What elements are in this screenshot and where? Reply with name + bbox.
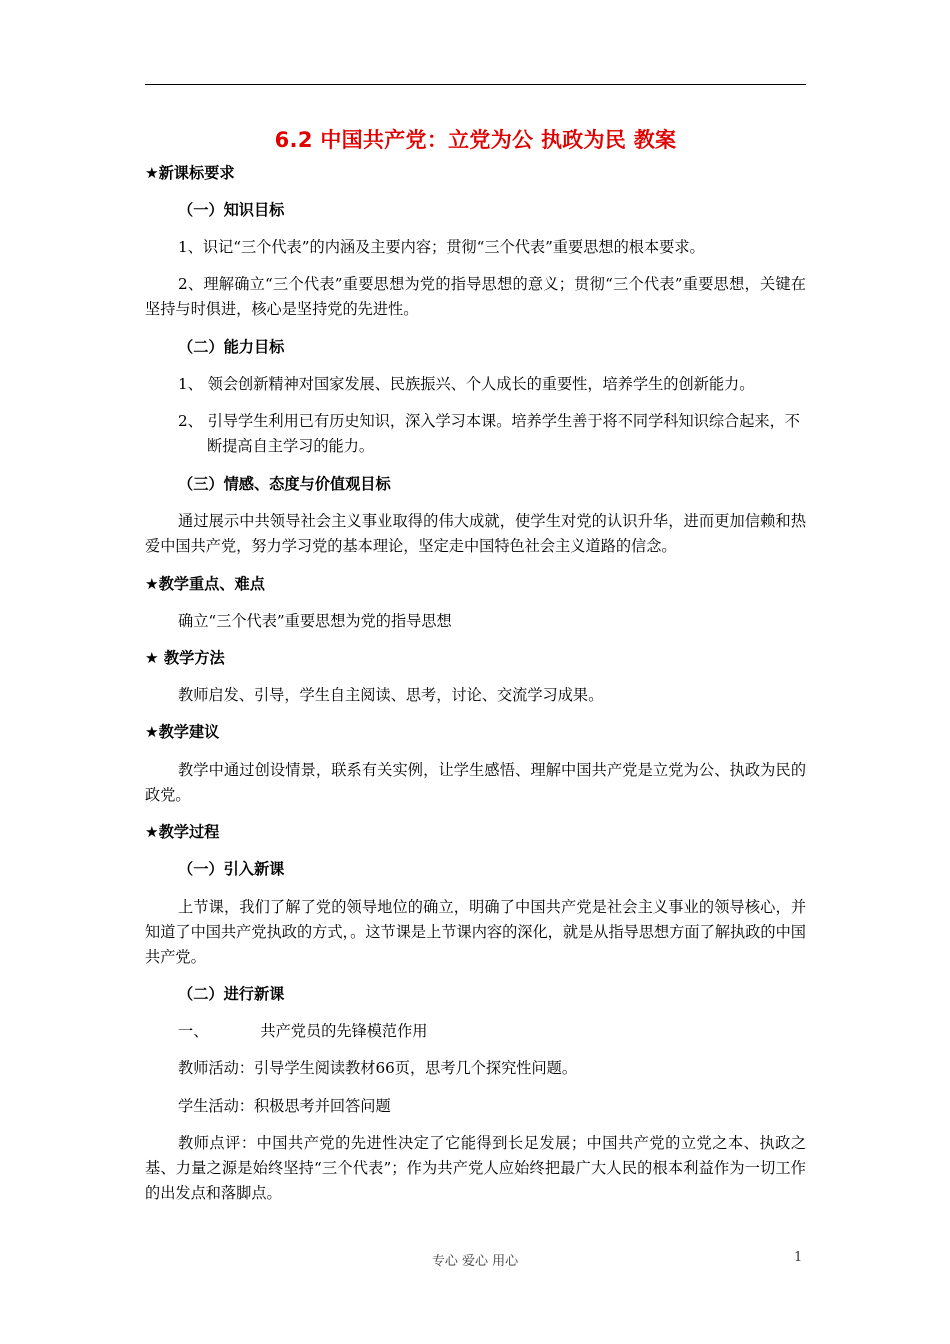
paragraph-teacher-comment: 教师点评：中国共产党的先进性决定了它能得到长足发展；中国共产党的立党之本、执政之基、力量之源是始终坚持“三个代表”；作为共产党人应始终把最广大人民的根本利益作为一切工作的出发点和落脚点。 bbox=[145, 1134, 806, 1202]
section-heading-methods: ★ 教学方法 bbox=[145, 649, 225, 667]
subheading-new-lesson: （二）进行新课 bbox=[178, 985, 285, 1003]
section-heading-keypoints: ★教学重点、难点 bbox=[145, 575, 265, 593]
subheading-knowledge: （一）知识目标 bbox=[178, 201, 285, 219]
list-item-number: 一、 bbox=[178, 1022, 209, 1040]
subheading-values: （三）情感、态度与价值观目标 bbox=[178, 475, 391, 493]
section-heading-suggestions: ★教学建议 bbox=[145, 723, 220, 741]
subheading-ability: （二）能力目标 bbox=[178, 338, 285, 356]
paragraph-suggestions: 教学中通过创设情景，联系有关实例，让学生感悟、理解中国共产党是立党为公、执政为民的政党。 bbox=[145, 761, 806, 804]
paragraph-student-activity: 学生活动：积极思考并回答问题 bbox=[178, 1097, 391, 1115]
subheading-intro: （一）引入新课 bbox=[178, 860, 285, 878]
paragraph-ability-2: 2、 引导学生利用已有历史知识，深入学习本课。培养学生善于将不同学科知识综合起来，不断提高自主学习的能力。 bbox=[178, 412, 800, 455]
section-heading-process: ★教学过程 bbox=[145, 823, 220, 841]
paragraph-knowledge-1: 1、识记“三个代表”的内涵及主要内容；贯彻“三个代表”重要思想的根本要求。 bbox=[178, 238, 705, 256]
paragraph-intro: 上节课，我们了解了党的领导地位的确立，明确了中国共产党是社会主义事业的领导核心，并知道了中国共产党执政的方式，。这节课是上节课内容的深化，就是从指导思想方面了解执政的中国共产党。 bbox=[145, 898, 806, 966]
list-item-text: 共产党员的先锋模范作用 bbox=[260, 1022, 428, 1040]
paragraph-values: 通过展示中共领导社会主义事业取得的伟大成就，使学生对党的认识升华，进而更加信赖和热爱中国共产党，努力学习党的基本理论，坚定走中国特色社会主义道路的信念。 bbox=[145, 512, 806, 555]
paragraph-knowledge-2: 2、理解确立“三个代表”重要思想为党的指导思想的意义；贯彻“三个代表”重要思想，关键在坚持与时俱进，核心是坚持党的先进性。 bbox=[145, 275, 806, 318]
paragraph-keypoints: 确立“三个代表”重要思想为党的指导思想 bbox=[178, 612, 452, 630]
header-rule bbox=[145, 84, 806, 85]
paragraph-teacher-activity: 教师活动：引导学生阅读教材66页，思考几个探究性问题。 bbox=[178, 1059, 578, 1077]
section-heading-curriculum: ★新课标要求 bbox=[145, 164, 235, 182]
page-number: 1 bbox=[794, 1250, 803, 1265]
paragraph-ability-1: 1、 领会创新精神对国家发展、民族振兴、个人成长的重要性，培养学生的创新能力。 bbox=[178, 375, 755, 393]
page-footer: 专心 爱心 用心 bbox=[431, 1254, 519, 1269]
document-title: 6.2 中国共产党：立党为公 执政为民 教案 bbox=[274, 128, 677, 152]
list-item-1 bbox=[178, 1019, 806, 1044]
paragraph-methods: 教师启发、引导，学生自主阅读、思考，讨论、交流学习成果。 bbox=[178, 686, 604, 704]
